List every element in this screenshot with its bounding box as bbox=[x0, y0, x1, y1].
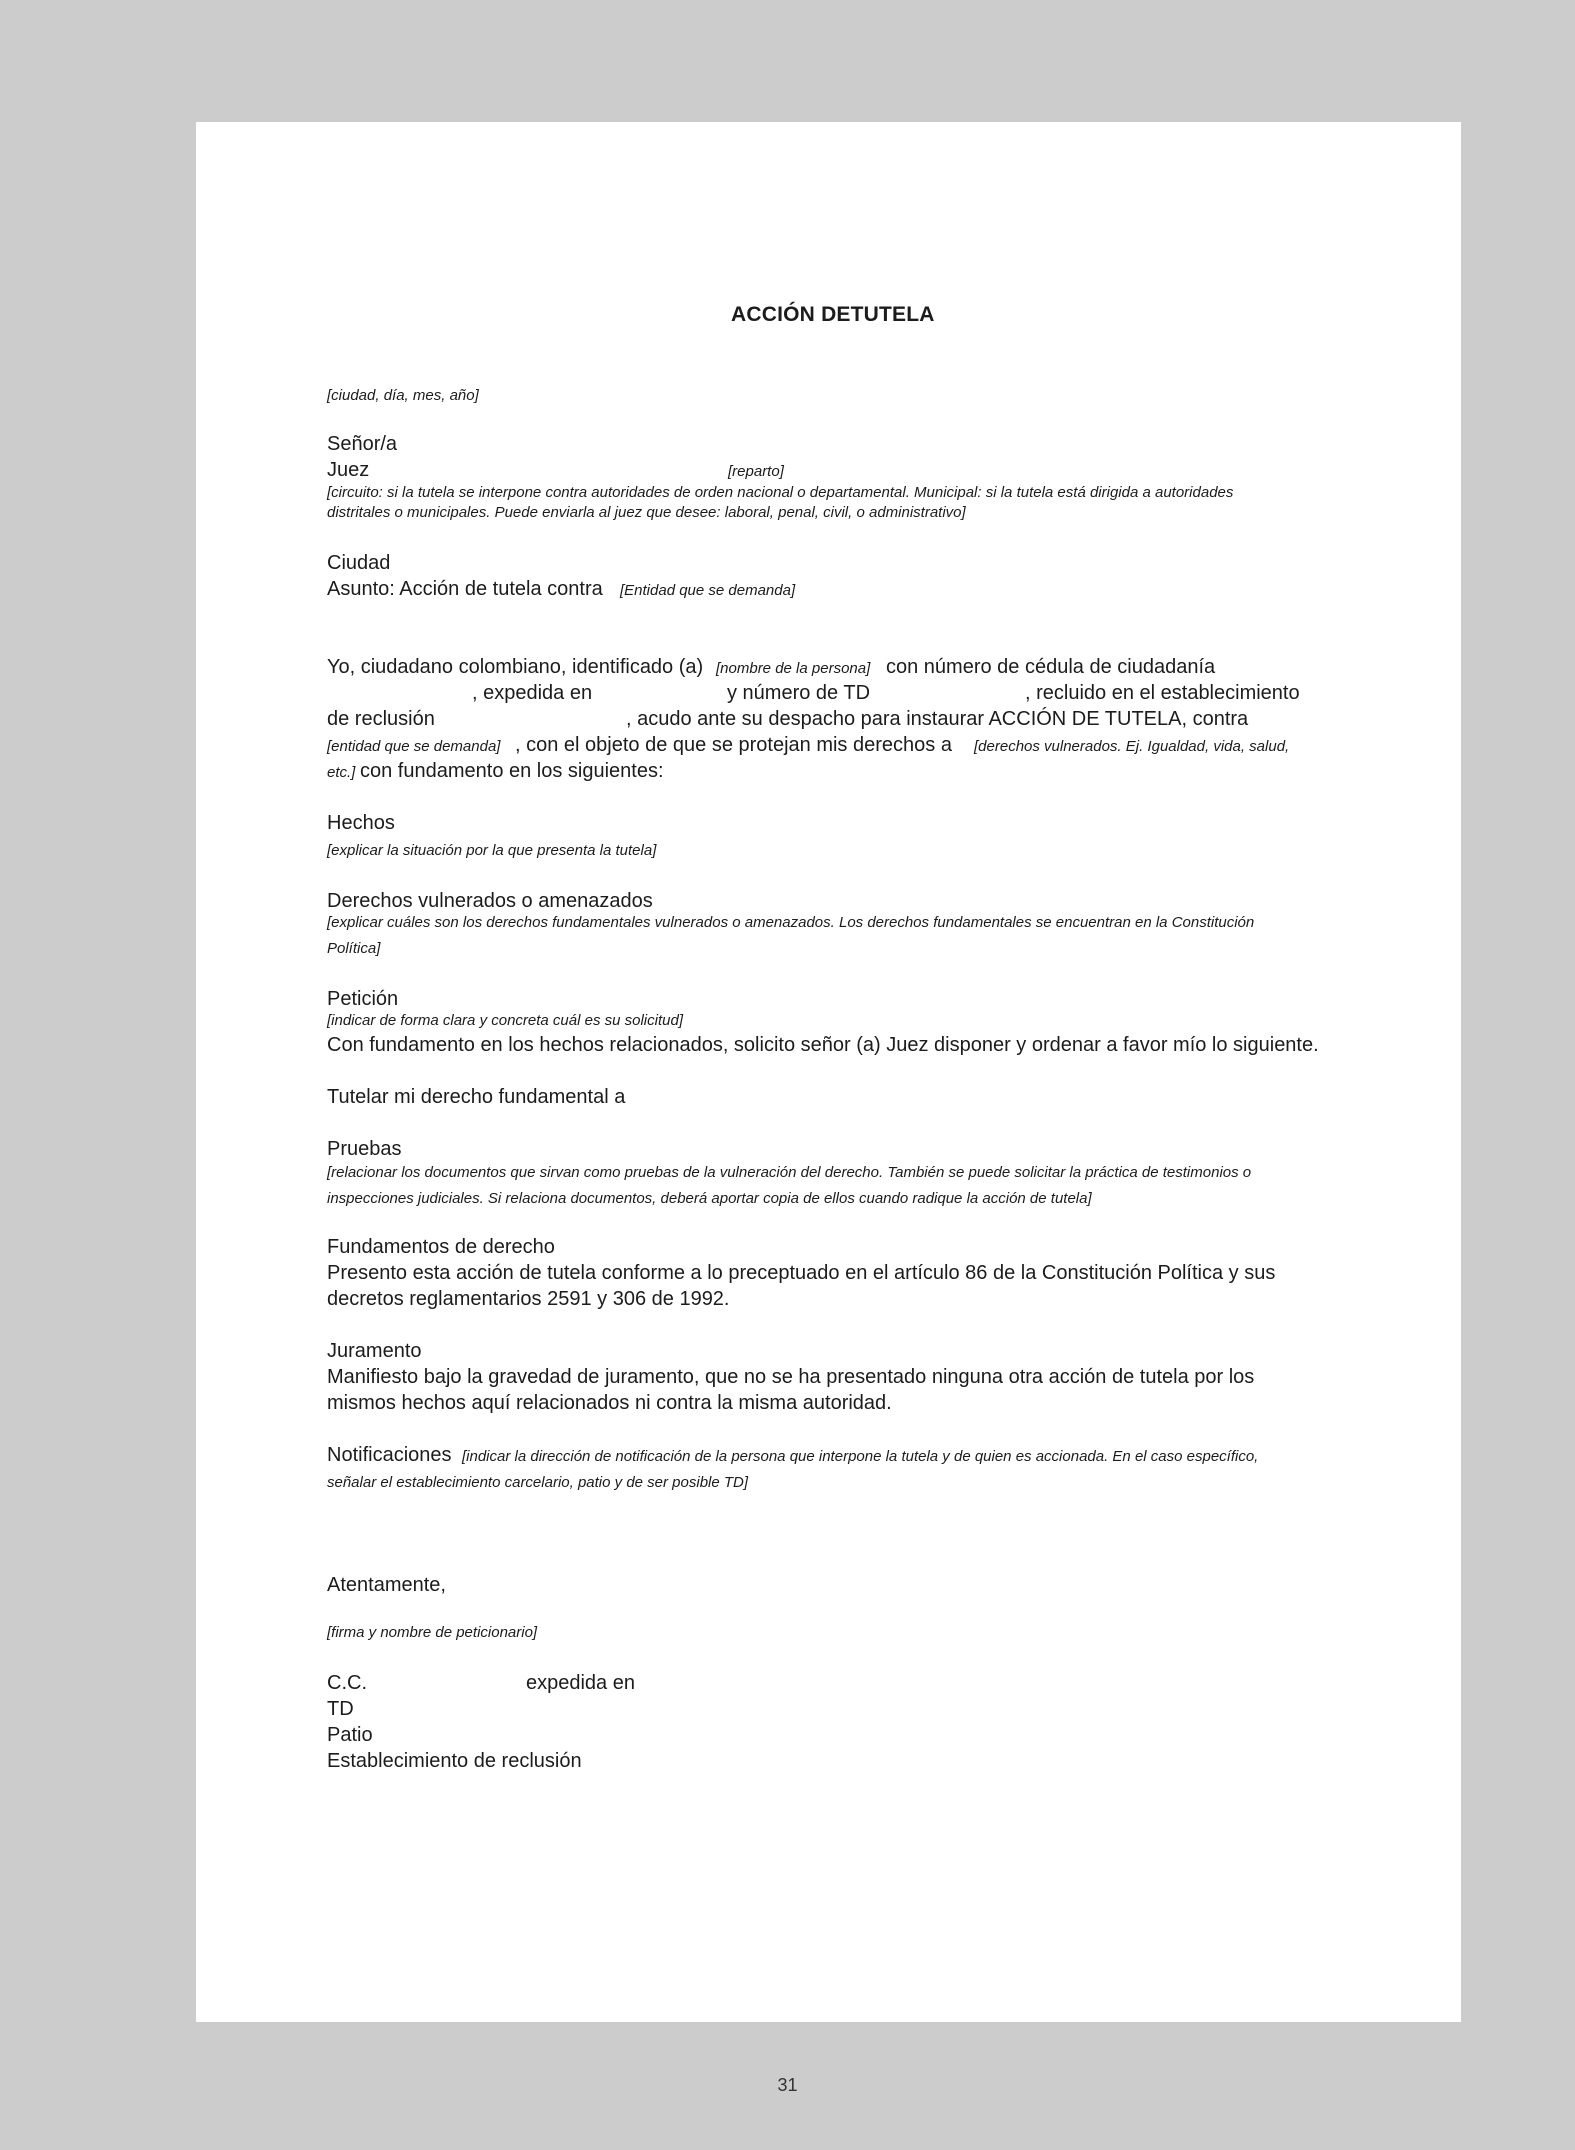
p1-text-h: , con el objeto de que se protejan mis derechos a bbox=[515, 734, 952, 756]
notificaciones-hint-line1: [indicar la dirección de notificación de la persona que interpone la tutela y de quien es accionada. En el caso específico, bbox=[462, 1448, 1259, 1465]
p1-hint-entidad: [entidad que se demanda] bbox=[327, 738, 501, 755]
p1-text-i: con fundamento en los siguientes: bbox=[360, 760, 664, 782]
notificaciones-hint-line2: señalar el establecimiento carcelario, patio y de ser posible TD] bbox=[327, 1474, 749, 1491]
pruebas-hint-line2: inspecciones judiciales. Si relaciona documentos, deberá aportar copia de ellos cuando radique la acción de tutela] bbox=[327, 1190, 1092, 1207]
notificaciones-label: Notificaciones bbox=[327, 1444, 452, 1466]
pruebas-hint-line1: [relacionar los documentos que sirvan como pruebas de la vulneración del derecho. También se puede solicitar la práctica de testimonios o bbox=[327, 1164, 1252, 1181]
page-number: 31 bbox=[777, 2075, 798, 2095]
p1-text-f: de reclusión bbox=[327, 708, 435, 730]
p1-hint-nombre: [nombre de la persona] bbox=[716, 660, 871, 677]
cc-label: C.C. bbox=[327, 1672, 367, 1694]
juramento-line2: mismos hechos aquí relacionados ni contra la misma autoridad. bbox=[327, 1392, 892, 1414]
salutation: Señor/a bbox=[327, 433, 398, 455]
peticion-label: Petición bbox=[327, 988, 399, 1010]
p1-text-a: Yo, ciudadano colombiano, identificado (a) bbox=[327, 656, 704, 678]
derechos-hint-line1: [explicar cuáles son los derechos fundamentales vulnerados o amenazados. Los derechos fundamentales se encuentran en la Constitución bbox=[327, 914, 1255, 931]
juez-label: Juez bbox=[327, 459, 370, 481]
fundamentos-line1: Presento esta acción de tutela conforme a lo preceptuado en el artículo 86 de la Constitución Política y sus bbox=[327, 1262, 1276, 1284]
circuito-hint-line1: [circuito: si la tutela se interpone contra autoridades de orden nacional o departamental. Municipal: si la tutela está dirigida a autoridades bbox=[327, 484, 1234, 501]
p1-text-e: , recluido en el establecimiento bbox=[1025, 682, 1300, 704]
pruebas-label: Pruebas bbox=[327, 1138, 402, 1160]
tutelar-text: Tutelar mi derecho fundamental a bbox=[327, 1086, 626, 1108]
patio-label: Patio bbox=[327, 1724, 373, 1746]
asunto-hint: [Entidad que se demanda] bbox=[620, 582, 796, 599]
expedida-label: expedida en bbox=[526, 1672, 635, 1694]
p1-hint-derechos: [derechos vulnerados. Ej. Igualdad, vida, salud, bbox=[974, 738, 1290, 755]
p1-text-b: con número de cédula de ciudadanía bbox=[886, 656, 1216, 678]
p1-hint-etc: etc.] bbox=[327, 764, 356, 781]
fundamentos-line2: decretos reglamentarios 2591 y 306 de 1992. bbox=[327, 1288, 730, 1310]
derechos-label: Derechos vulnerados o amenazados bbox=[327, 890, 653, 912]
juramento-line1: Manifiesto bajo la gravedad de juramento, que no se ha presentado ninguna otra acción de tutela por los bbox=[327, 1366, 1255, 1388]
hechos-label: Hechos bbox=[327, 812, 395, 834]
document-page bbox=[196, 122, 1461, 2022]
p1-text-c: , expedida en bbox=[472, 682, 593, 704]
place-date-hint: [ciudad, día, mes, año] bbox=[327, 387, 479, 404]
derechos-hint-line2: Política] bbox=[327, 940, 381, 957]
document-title: ACCIÓN DETUTELA bbox=[731, 303, 935, 326]
hechos-hint: [explicar la situación por la que presenta la tutela] bbox=[327, 842, 657, 859]
ciudad-label: Ciudad bbox=[327, 552, 391, 574]
asunto-label: Asunto: Acción de tutela contra bbox=[327, 578, 603, 600]
p1-text-g: , acudo ante su despacho para instaurar ACCIÓN DE TUTELA, contra bbox=[626, 708, 1249, 730]
peticion-hint: [indicar de forma clara y concreta cuál es su solicitud] bbox=[327, 1012, 683, 1029]
td-label: TD bbox=[327, 1698, 354, 1720]
firma-hint: [firma y nombre de peticionario] bbox=[327, 1624, 538, 1641]
juramento-label: Juramento bbox=[327, 1340, 422, 1362]
reparto-hint: [reparto] bbox=[728, 463, 784, 480]
p1-text-d: y número de TD bbox=[727, 682, 871, 704]
fundamentos-label: Fundamentos de derecho bbox=[327, 1236, 555, 1258]
establecimiento-label: Establecimiento de reclusión bbox=[327, 1750, 582, 1772]
peticion-text: Con fundamento en los hechos relacionados, solicito señor (a) Juez disponer y ordenar a favor mío lo siguiente. bbox=[327, 1034, 1319, 1056]
circuito-hint-line2: distritales o municipales. Puede enviarla al juez que desee: laboral, penal, civil, o administrativo] bbox=[327, 504, 966, 521]
closing: Atentamente, bbox=[327, 1574, 446, 1596]
